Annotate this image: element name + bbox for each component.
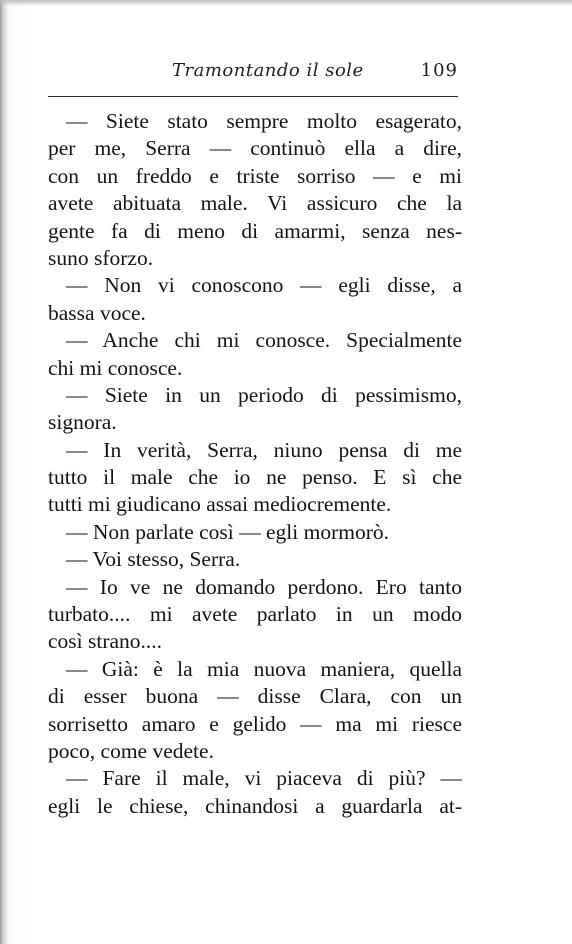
text-line: — Fare il male, vi piaceva di più? — [66, 766, 462, 791]
text-line: — Siete stato sempre molto esagerato, [66, 109, 462, 133]
running-title: Tramontando il sole [172, 60, 364, 81]
text-line: — Non parlate così — egli mormorò. [66, 519, 390, 544]
text-line: chi mi conosce. [48, 355, 183, 380]
text-line: egli le chiese, chinandosi a guardarla at- [48, 793, 462, 818]
text-line: — Già: è la mia nuova maniera, quella [66, 656, 462, 681]
text-line: — Anche chi mi conosce. Specialmente [66, 328, 462, 353]
text-line: bassa voce. [48, 300, 146, 325]
text-line: suno sforzo. [48, 245, 154, 270]
text-line: turbato.... mi avete parlato in un modo [48, 602, 462, 627]
text-line: — Voi stesso, Serra. [66, 547, 241, 572]
text-line: di esser buona — disse Clara, con un [48, 684, 462, 709]
header-rule [48, 96, 458, 97]
page-number: 109 [420, 60, 458, 81]
text-line: per me, Serra — continuò ella a dire, [48, 136, 462, 161]
text-line: signora. [48, 410, 117, 435]
running-head [48, 60, 464, 86]
text-line: — Io ve ne domando perdono. Ero tanto [66, 574, 462, 599]
text-line: — Non vi conoscono — egli disse, a [66, 273, 462, 298]
text-line: sorrisetto amaro e gelido — ma mi riesce [48, 711, 462, 736]
text-line: gente fa di meno di amarmi, senza nes- [48, 218, 462, 243]
text-line: così strano.... [48, 629, 163, 654]
binding-shadow [0, 0, 8, 944]
text-line: tutto il male che io ne penso. E sì che [48, 465, 462, 490]
body-text [48, 108, 462, 820]
text-line: tutti mi giudicano assai mediocremente. [48, 492, 392, 517]
text-line: — In verità, Serra, niuno pensa di me [66, 437, 462, 462]
text-line: con un freddo e triste sorriso — e mi [48, 163, 462, 188]
top-edge-shadow [0, 0, 572, 6]
text-line: poco, come vedete. [48, 738, 214, 763]
text-line: — Siete in un periodo di pessimismo, [66, 382, 462, 407]
text-line: avete abituata male. Vi assicuro che la [48, 191, 462, 216]
